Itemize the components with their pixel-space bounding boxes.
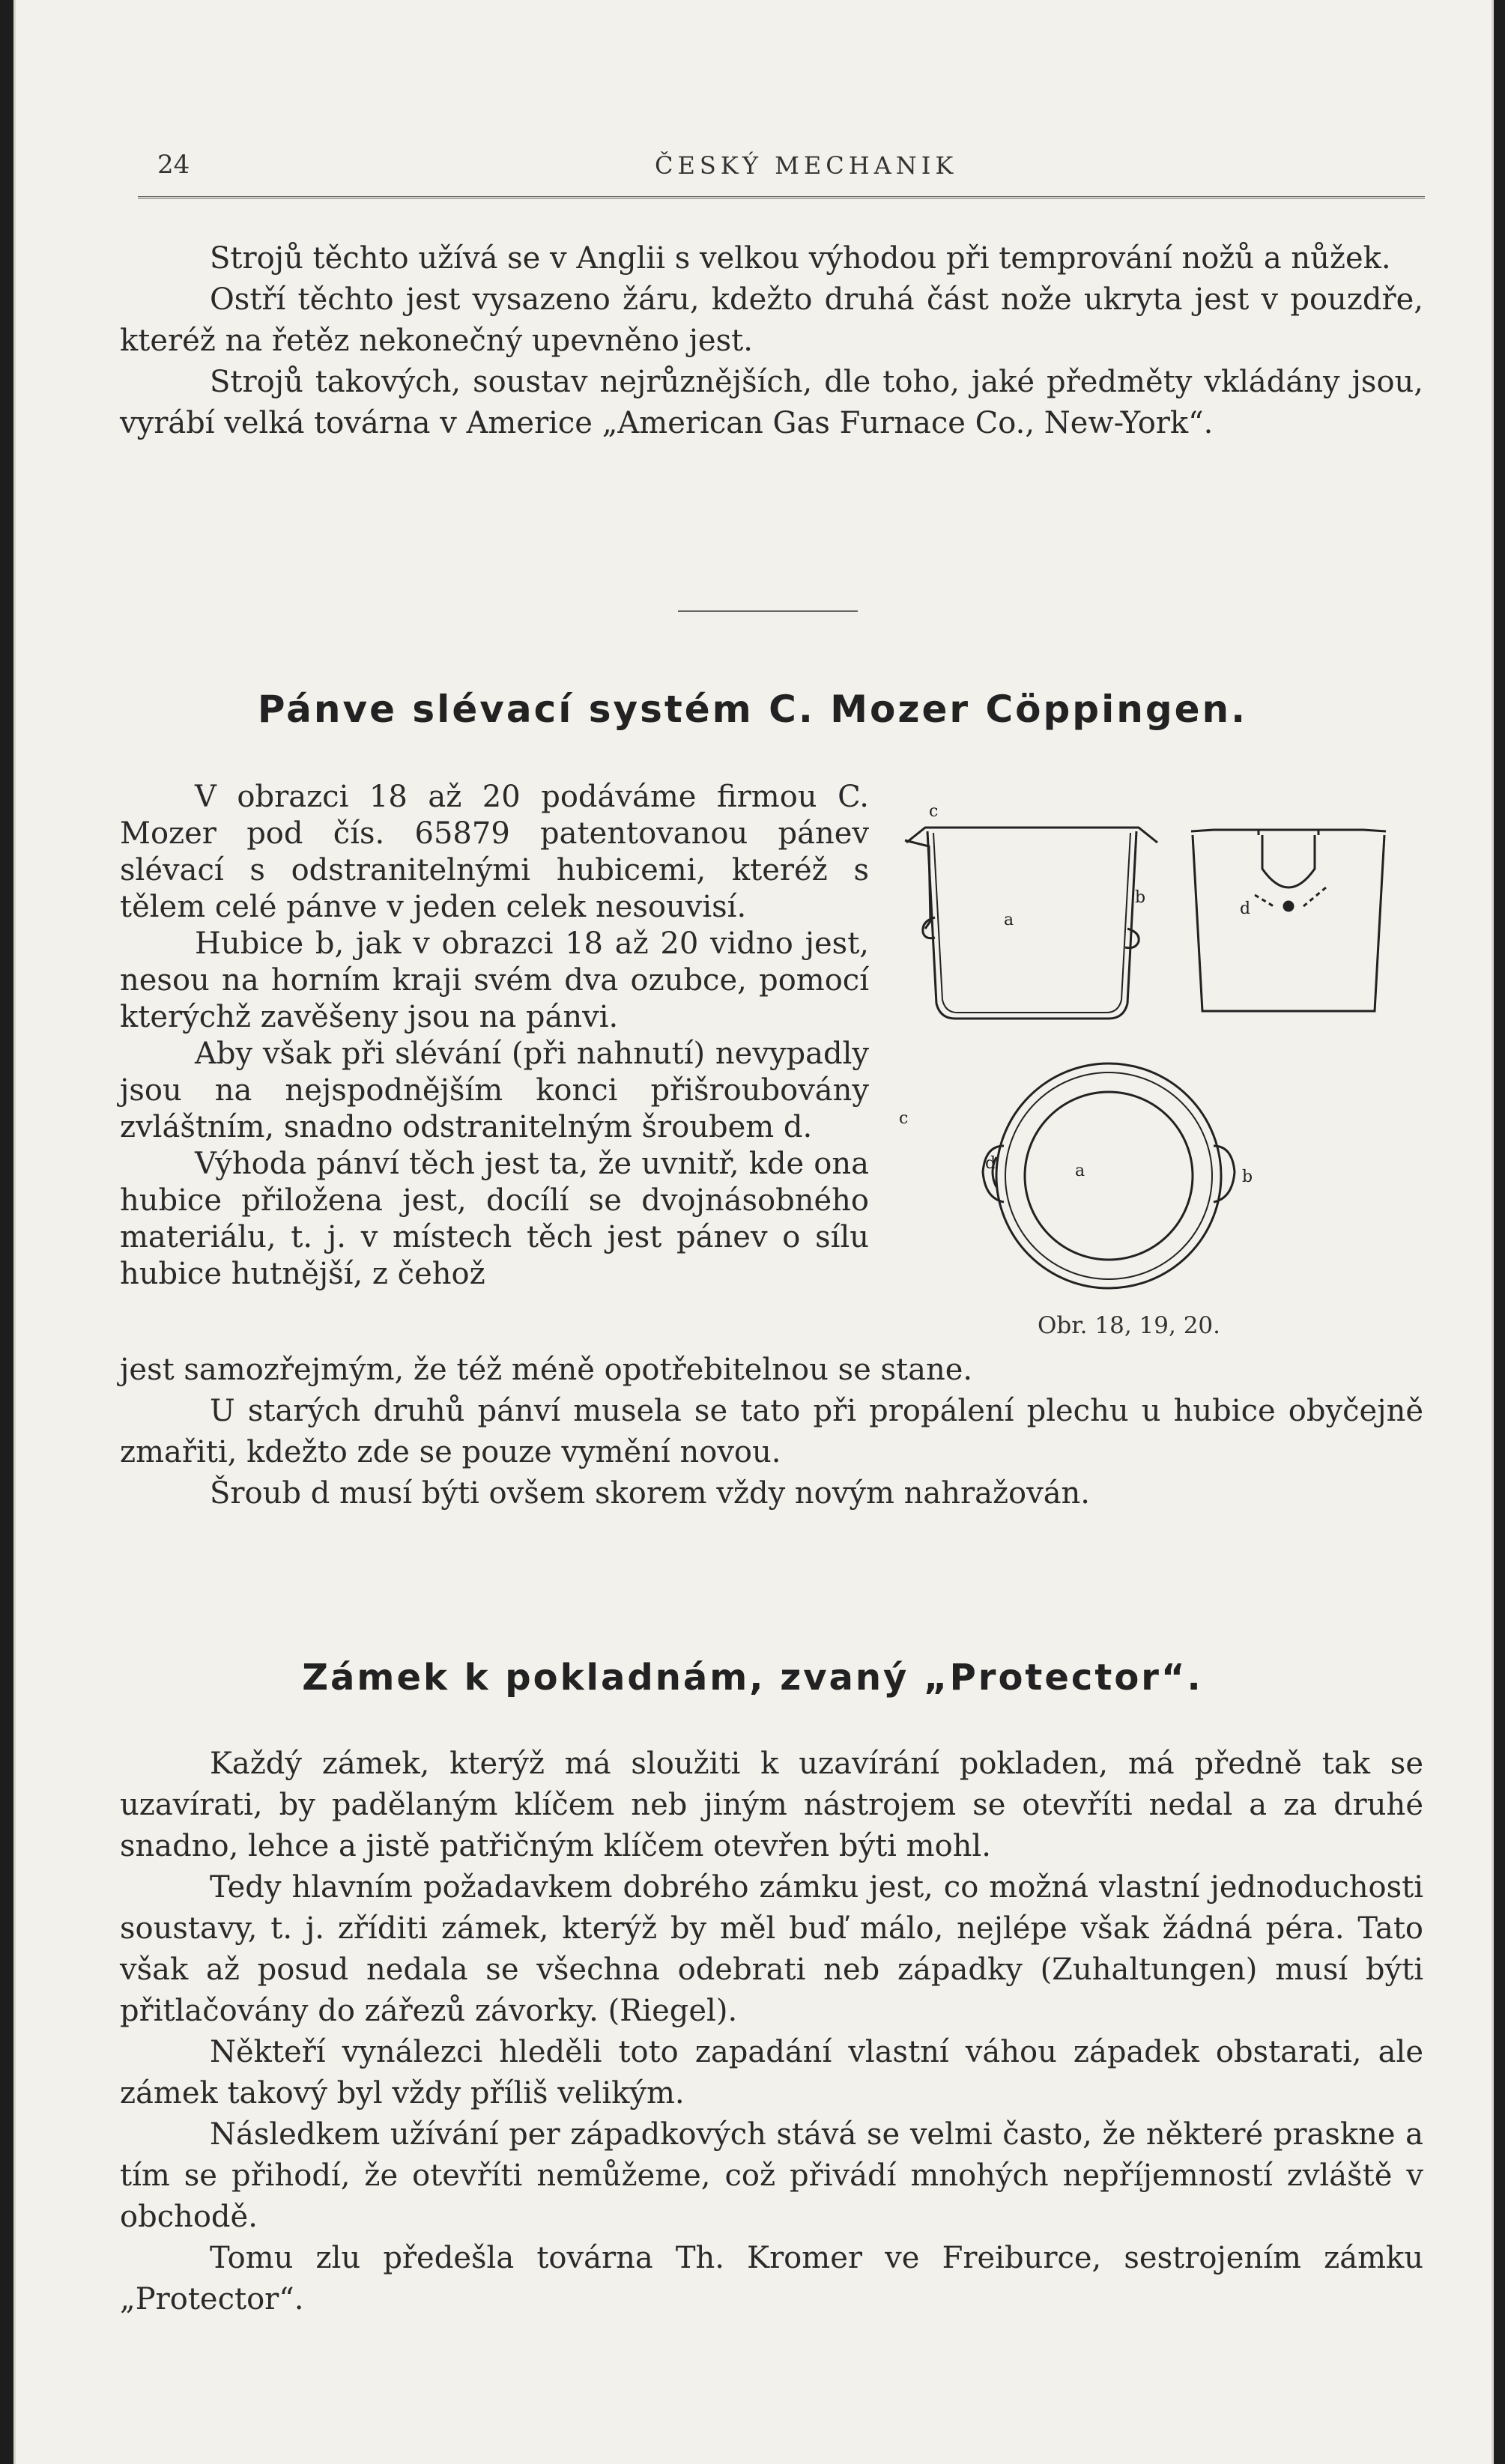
ladle-paragraph: jest samozřejmým, že též méně opotřebitelnou se stane. (120, 1353, 973, 1387)
lock-paragraph: Někteří vynálezci hleděli toto zapadání vlastní váhou západek obstarati, ale zámek takový byl vždy příliš velikým. (120, 2035, 1423, 2111)
header-rule (138, 196, 1425, 198)
ladle-paragraph: U starých druhů pánví musela se tato při propálení plechu u hubice obyčejně zmařiti, kdežto zde se pouze vymění novou. (120, 1394, 1423, 1469)
lock-paragraph: Tedy hlavním požadavkem dobrého zámku jest, co možná vlastní jednoduchosti soustavy, t. j. zříditi zámek, kterýž by měl buď málo, nejlépe však žádná péra. Tato však až posud nedala se všechna odebrati neb západky (Zuhaltungen) musí býti přitlačovány do zářezů závorky. (Riegel). (120, 1870, 1423, 2028)
figure-label-c: c (929, 802, 939, 821)
intro-text (120, 238, 1423, 444)
lock-paragraph: Každý zámek, kterýž má sloužiti k uzavírání pokladen, má předně tak se uzavírati, by padělaným klíčem neb jiným nástrojem se otevříti nedal a za druhé snadno, lehce a jistě patřičným klíčem otevřen býti mohl. (120, 1747, 1423, 1863)
page-header (138, 148, 1425, 193)
ladle-text-narrow (120, 779, 869, 1293)
lock-paragraph: Následkem užívání per západkových stává se velmi často, že některé praskne a tím se přihodí, že otevříti nemůžeme, což přivádí mnohých nepříjemností zvláště v obchodě. (120, 2117, 1423, 2234)
ladle-paragraph: Hubice b, jak v obrazci 18 až 20 vidno jest, nesou na horním kraji svém dva ozubce, pomocí kterýchž zavěšeny jsou na pánvi. (120, 926, 869, 1034)
lock-paragraph: Tomu zlu předešla továrna Th. Kromer ve Freiburce, sestrojením zámku „Protector“. (120, 2241, 1423, 2316)
figure-label-b-top: b (1242, 1168, 1253, 1186)
ladle-paragraph: V obrazci 18 až 20 podáváme firmou C. Mozer pod čís. 65879 patentovanou pánev slévací s odstranitelnými hubicemi, kteréž s tělem celé pánve v jeden celek nesouvisí. (120, 780, 869, 924)
ladle-paragraph: Aby však při slévání (při nahnutí) nevypadly jsou na nejspodnějším konci přišroubovány zvláštním, snadno odstranitelným šroubem d. (120, 1037, 869, 1144)
figure-label-d: d (1240, 899, 1251, 918)
figure-label-a: a (1004, 911, 1014, 929)
intro-paragraph: Strojů takových, soustav nejrůznějších, dle toho, jaké předměty vkládány jsou, vyrábí velká továrna v Americe „American Gas Furnace Co., New-York“. (120, 365, 1423, 440)
ladle-drawing (884, 794, 1423, 1348)
figure-label-d-top: d (985, 1154, 996, 1173)
running-title: ČESKÝ MECHANIK (655, 151, 958, 180)
ladle-figure (884, 794, 1423, 1348)
intro-paragraph: Strojů těchto užívá se v Anglii s velkou výhodou při temprování nožů a nůžek. (210, 241, 1391, 276)
intro-paragraph: Ostří těchto jest vysazeno žáru, kdežto druhá část nože ukryta jest v pouzdře, kteréž na řetěz nekonečný upevněno jest. (120, 282, 1423, 358)
figure-label-b: b (1135, 888, 1146, 907)
page-number: 24 (157, 150, 190, 180)
section-divider (678, 610, 858, 612)
figure-caption: Obr. 18, 19, 20. (1038, 1312, 1220, 1339)
figure-label-a-top: a (1075, 1162, 1085, 1180)
ladle-paragraph: Šroub d musí býti ovšem skorem vždy novým nahražován. (210, 1476, 1091, 1511)
ladle-text-full (120, 1350, 1423, 1514)
section-title-lock: Zámek k pokladnám, zvaný „Protector“. (302, 1657, 1203, 1699)
lock-text (120, 1744, 1423, 2320)
section-title-ladles: Pánve slévací systém C. Mozer Cöppingen. (257, 688, 1248, 731)
figure-label-c-top: c (899, 1109, 909, 1128)
ladle-paragraph: Výhoda pánví těch jest ta, že uvnitř, kde ona hubice přiložena jest, docílí se dvojnásobného materiálu, t. j. v místech těch jest pánev o sílu hubice hutnější, z čehož (120, 1147, 869, 1291)
